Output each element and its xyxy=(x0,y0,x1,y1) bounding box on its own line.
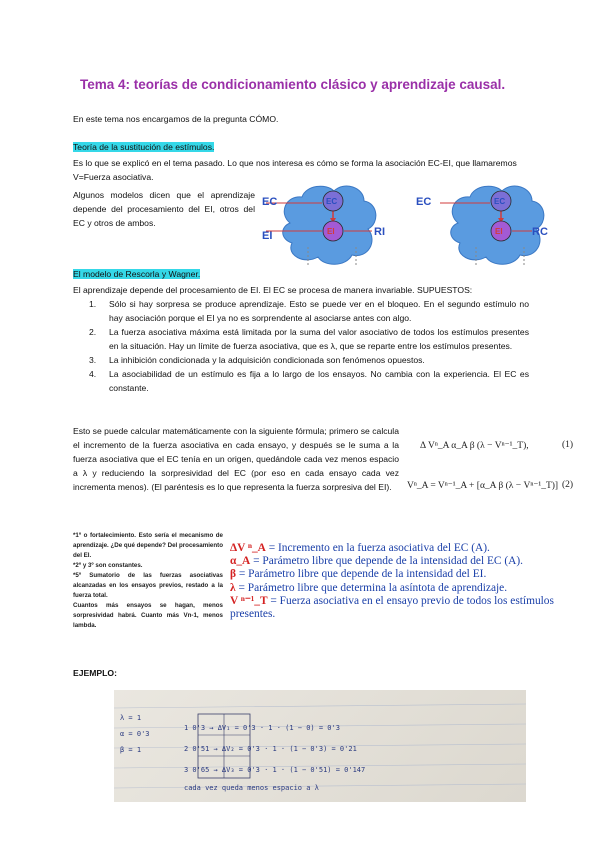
section1-paragraph2: Algunos modelos dicen que el aprendizaje depende del procesamiento del EI, otros del EC y otros de ambos. xyxy=(73,190,255,228)
section2-paragraph1: El aprendizaje depende del procesamiento de EI. El EC se procesa de manera invariable. SUPUESTOS: xyxy=(73,285,473,295)
side-notes xyxy=(73,531,223,631)
ei-label: EI xyxy=(262,230,273,242)
note-item: *1º o fortalecimiento. Esto sería el mecanismo de aprendizaje. ¿De qué depende? Del procesamiento del EI. xyxy=(73,532,223,559)
section2-heading: El modelo de Rescorla y Wagner. xyxy=(73,269,201,279)
handwritten-example-photo xyxy=(114,690,526,802)
parameter-definitions xyxy=(230,542,600,621)
definition-item: ΔV ⁿ_A = Incremento en la fuerza asociativa del EC (A). xyxy=(230,542,490,554)
ri-label: RI xyxy=(374,226,385,238)
formula-2: Vⁿ_A = Vⁿ⁻¹_A + [α_A β (λ − Vⁿ⁻¹_T)] xyxy=(407,481,559,491)
page-title: Tema 4: teorías de condicionamiento clásico y aprendizaje causal. xyxy=(80,77,506,92)
formula-explanation: Esto se puede calcular matemáticamente con la siguiente fórmula; primero se calcula el incremento de la fuerza asociativa en cada ensayo, y después se le suma a la fuerza asociativa que el EC tenía en un origen, quedándole cada vez menos espacio a λ y reduciendo la sorpresividad del EC (por eso en cada ensayo cada vez incrementa menos). (El paréntesis es lo que representa la fuerza sorpresiva del EI). xyxy=(73,426,399,492)
rc-label: RC xyxy=(532,226,548,238)
formula-1-number: (1) xyxy=(562,440,574,450)
assumptions-list xyxy=(89,297,529,395)
ec-ei-diagram-1 xyxy=(260,183,400,265)
list-item: 4. La asociabilidad de un estímulo es fija a lo largo de los ensayos. No cambia con la experiencia. El EC es constante. xyxy=(89,369,529,393)
handwritten-rows: 1 0'3 → ΔV₁ = 0'3 · 1 · (1 − 0) = 0'3 2 0'51 → ΔV₂ = 0'3 · 1 · (1 − 0'3) = 0'21 3 0'65 → ΔV₃ = 0'3 · 1 · (1 − 0'51) = 0'147 xyxy=(184,724,366,774)
list-item: 1. Sólo si hay sorpresa se produce aprendizaje. Esto se puede ver en el bloqueo. En el segundo estímulo no hay asociación porque el EI ya no es sorprendente al asociarse antes con algo. xyxy=(89,299,529,323)
definition-item: α_A = Parámetro libre que depende de la intensidad del EC (A). xyxy=(230,555,524,568)
section1-paragraph1: Es lo que se explicó en el tema pasado. Lo que nos interesa es cómo se forma la asociación EC-EI, que llamaremos V=Fuerza asociativa. xyxy=(73,158,517,182)
ec-inner-label: EC xyxy=(494,197,506,206)
example-label: EJEMPLO: xyxy=(73,668,117,678)
intro-text: En este tema nos encargamos de la pregunta CÓMO. xyxy=(73,114,279,124)
ec-label: EC xyxy=(416,196,432,208)
note-item: Cuantos más ensayos se hagan, menos sorpresividad habrá. Cuanto más Vn-1, menos lambda. xyxy=(73,602,223,629)
definition-item: β = Parámetro libre que depende de la intensidad del EI. xyxy=(230,568,487,581)
ec-inner-label: EC xyxy=(326,197,338,206)
list-item: 3. La inhibición condicionada y la adquisición condicionada son fenómenos opuestos. xyxy=(89,355,425,365)
handwritten-footer: cada vez queda menos espacio a λ xyxy=(184,784,319,792)
formula-1: Δ Vⁿ_A α_A β (λ − Vⁿ⁻¹_T), xyxy=(420,441,529,451)
note-item: *2º y 3º son constantes. xyxy=(73,562,143,569)
definition-item: V ⁿ⁻¹_T = Fuerza asociativa en el ensayo previo de todos los estímulos presentes. xyxy=(230,594,554,621)
formula-2-number: (2) xyxy=(562,480,574,490)
definition-item: λ = Parámetro libre que determina la asíntota de aprendizaje. xyxy=(230,581,508,594)
ec-label: EC xyxy=(262,196,278,208)
handwritten-params: λ = 1 α = 0'3 β = 1 xyxy=(120,714,150,754)
ei-inner-label: EI xyxy=(495,227,503,236)
ec-ei-diagram-2 xyxy=(414,183,564,265)
note-item: *5º Sumatorio de las fuerzas asociativas alcanzadas en los ensayos previos, restado a la fuerza total. xyxy=(73,572,223,599)
section1-heading: Teoría de la sustitución de estímulos. xyxy=(73,142,215,152)
ei-inner-label: EI xyxy=(327,227,335,236)
list-item: 2. La fuerza asociativa máxima está limitada por la suma del valor asociativo de todos los estímulos presentes en la situación. Hay un límite de fuerza asociativa, que es λ, que se reparte entre los estímulos presentes. xyxy=(89,327,529,351)
